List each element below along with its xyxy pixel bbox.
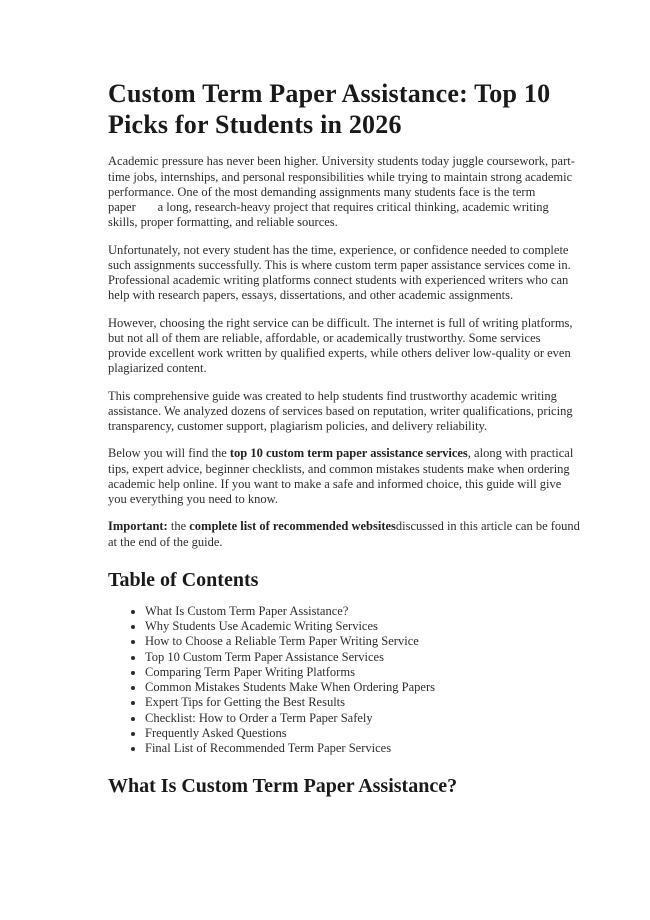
toc-item: • Checklist: How to Order a Term Paper Safely bbox=[145, 711, 580, 726]
important-post: discussed in this article can be found at the end of the guide. bbox=[108, 519, 580, 549]
important-mid: the bbox=[167, 519, 190, 534]
toc-item: • Common Mistakes Students Make When Ordering Papers bbox=[145, 680, 580, 695]
important-label: Important: bbox=[108, 519, 168, 534]
services-paragraph: Unfortunately, not every student has the time, experience, or confidence needed to complete such assignments successfully. This is where custom term paper assistance services come in. Professional academic writing platforms connect students with experienced writers who can help with research papers, essays, dissertations, and other academic assignments. bbox=[108, 242, 571, 303]
article-title: Custom Term Paper Assistance: Top 10 Picks for Students in 2026 bbox=[108, 79, 551, 140]
important-note bbox=[108, 519, 580, 550]
toc-item: • How to Choose a Reliable Term Paper Writing Service bbox=[145, 634, 580, 649]
highlight-bold-text: top 10 custom term paper assistance services bbox=[229, 446, 468, 461]
toc-item: • What Is Custom Term Paper Assistance? bbox=[145, 604, 580, 619]
highlight-paragraph bbox=[108, 446, 580, 507]
choosing-paragraph: However, choosing the right service can be difficult. The internet is full of writing platforms, but not all of them are reliable, affordable, or academically trustworthy. Some services provide excellent work written by qualified experts, while others deliver low-quality or even plagiarized content. bbox=[108, 315, 573, 376]
important-bold-text: complete list of recommended websites bbox=[189, 519, 396, 534]
toc-item: • Comparing Term Paper Writing Platforms bbox=[145, 665, 580, 680]
toc-item: • Why Students Use Academic Writing Services bbox=[145, 619, 580, 634]
guide-paragraph: This comprehensive guide was created to help students find trustworthy academic writing assistance. We analyzed dozens of services based on reputation, writer qualifications, pricing transparency, customer support, plagiarism policies, and delivery reliability. bbox=[108, 388, 573, 434]
intro-paragraph: Academic pressure has never been higher. University students today juggle coursework, part-time jobs, internships, and personal responsibilities while trying to maintain strong academic performance. One of the most demanding assignments many students face is the term paper a long, research-heavy project that requires critical thinking, academic writing skills, proper formatting, and reliable sources. bbox=[108, 154, 575, 230]
toc-item: • Top 10 Custom Term Paper Assistance Services bbox=[145, 650, 580, 665]
toc-item: • Expert Tips for Getting the Best Results bbox=[145, 695, 580, 710]
toc-item: • Frequently Asked Questions bbox=[145, 726, 580, 741]
toc-item: • Final List of Recommended Term Paper Services bbox=[145, 741, 580, 756]
highlight-pre: Below you will find the bbox=[108, 446, 230, 461]
section-heading: What Is Custom Term Paper Assistance? bbox=[108, 775, 458, 798]
toc-list bbox=[108, 604, 580, 757]
toc-heading: Table of Contents bbox=[108, 568, 259, 591]
highlight-post: , along with practical tips, expert advice, beginner checklists, and common mistakes students make when ordering academic help online. If you want to make a safe and informed choice, this guide will give you everything you need to know. bbox=[108, 446, 574, 507]
